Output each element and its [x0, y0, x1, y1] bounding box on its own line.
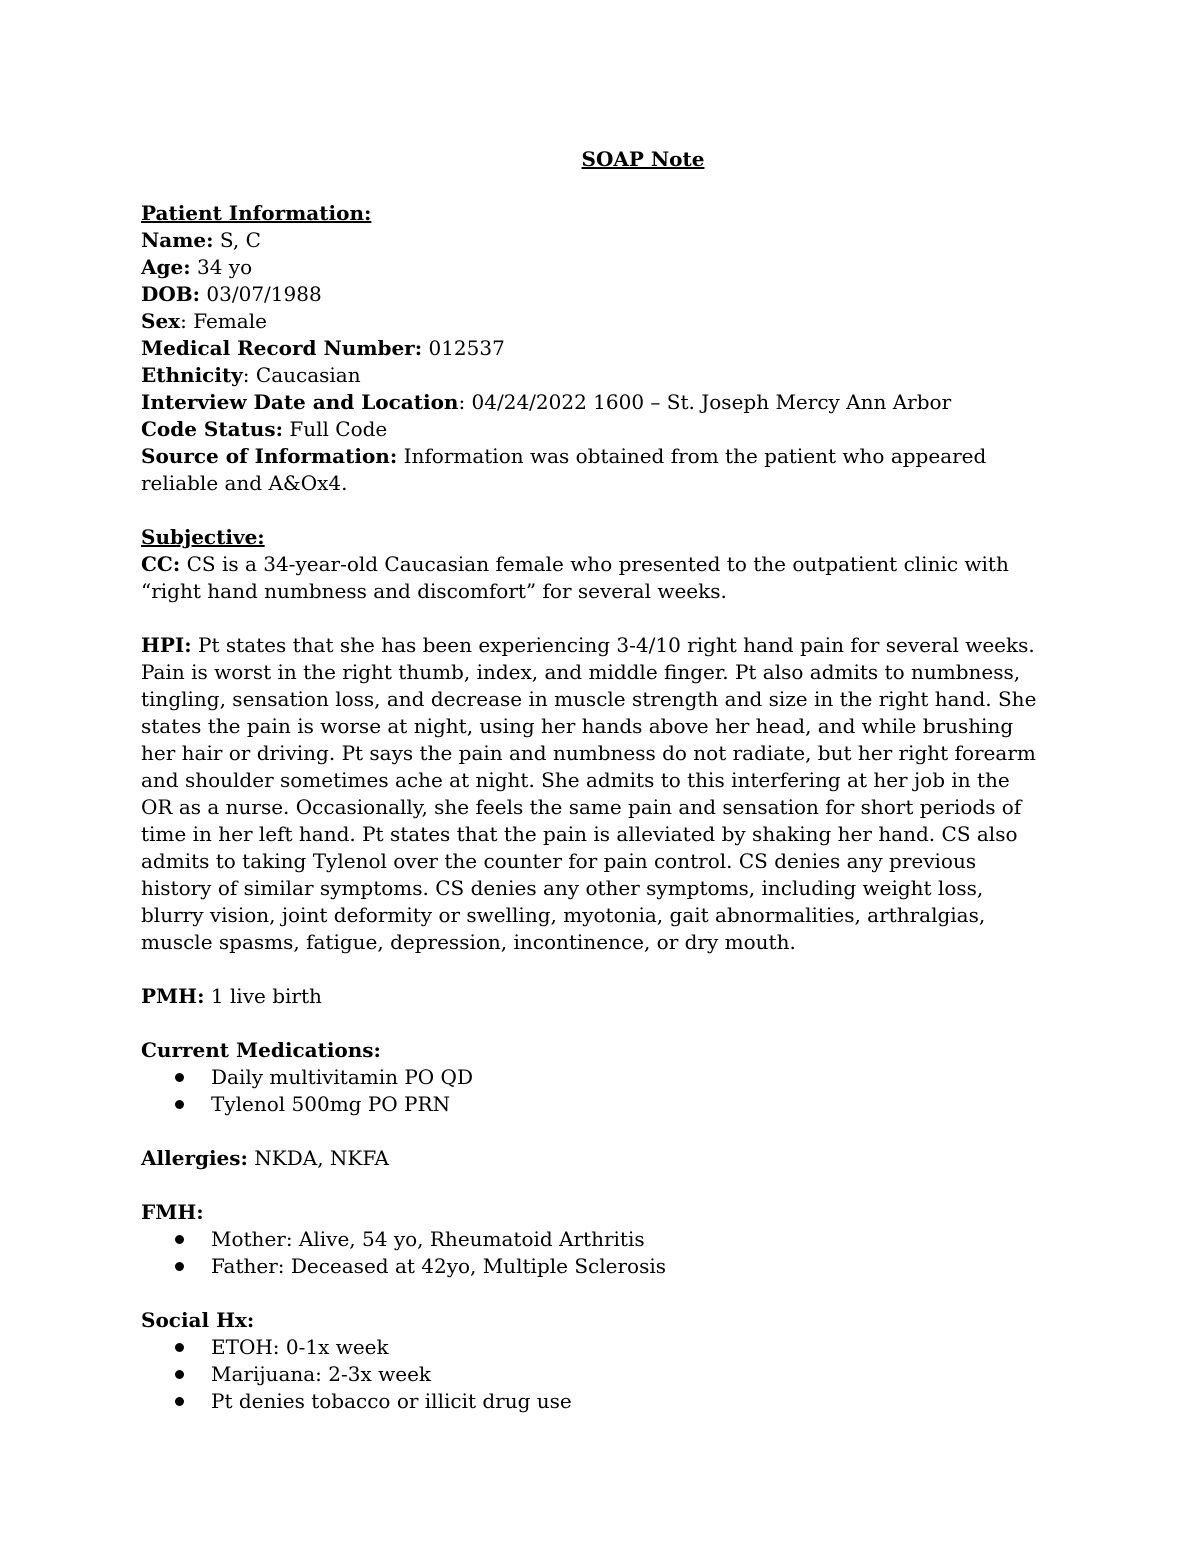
field-value: 012537 [422, 336, 505, 360]
list-item-text: Father: Deceased at 42yo, Multiple Sclerosis [211, 1254, 667, 1278]
hpi-text: Pt states that she has been experiencing 3-4/10 right hand pain for several weeks. Pain is worst in the right thumb, index, and middle finger. Pt also admits to numbness, tingling, sensation loss, and decrease in muscle strength and size in the right hand. She states the pain is worse at night, using her hands above her head, and while brushing her hair or driving. Pt says the pain and numbness do not radiate, but her right forearm and shoulder sometimes ache at night. She admits to this interfering at her job in the OR as a nurse. Occasionally, she feels the same pain and sensation for short periods of time in her left hand. Pt states that the pain is alleviated by shaking her hand. CS also admits to taking Tylenol over the counter for pain control. CS denies any previous history of similar symptoms. CS denies any other symptoms, including weight loss, blurry vision, joint deformity or swelling, myotonia, gait abnormalities, arthralgias, muscle spasms, fatigue, depression, incontinence, or dry mouth. [141, 633, 1037, 954]
list-item [141, 1388, 1041, 1415]
allergies-label: Allergies: [141, 1146, 248, 1170]
social-heading: Social Hx: [141, 1308, 255, 1332]
field-sex [141, 308, 1041, 335]
field-code-status [141, 416, 1041, 443]
field-dob [141, 281, 1041, 308]
list-item-text: Pt denies tobacco or illicit drug use [211, 1389, 572, 1413]
field-value: 34 yo [190, 255, 253, 279]
list-item [141, 1253, 1041, 1280]
medications-list [141, 1064, 1041, 1118]
field-label: Age: [141, 255, 191, 279]
field-label: DOB: [141, 282, 201, 306]
pmh-label: PMH: [141, 984, 205, 1008]
list-item [141, 1226, 1041, 1253]
field-value: : 04/24/2022 1600 – St. Joseph Mercy Ann Arbor [458, 390, 952, 414]
social-list [141, 1334, 1041, 1415]
list-item-text: Daily multivitamin PO QD [211, 1065, 473, 1089]
bullet-icon [175, 1397, 184, 1406]
field-label: Name: [141, 228, 214, 252]
field-age [141, 254, 1041, 281]
field-label: Interview Date and Location [141, 390, 459, 414]
hpi-paragraph [141, 632, 1041, 956]
spacer [141, 497, 1041, 524]
field-value: Full Code [283, 417, 388, 441]
list-item-text: ETOH: 0-1x week [211, 1335, 389, 1359]
list-item-text: Tylenol 500mg PO PRN [211, 1092, 451, 1116]
spacer [141, 956, 1041, 983]
cc-text: CS is a 34-year-old Caucasian female who presented to the outpatient clinic with “right hand numbness and discomfort” for several weeks. [141, 552, 1009, 603]
spacer [141, 1172, 1041, 1199]
allergies [141, 1145, 1041, 1172]
list-item [141, 1334, 1041, 1361]
bullet-icon [175, 1343, 184, 1352]
cc-label: CC: [141, 552, 181, 576]
field-interview [141, 389, 1041, 416]
chief-complaint [141, 551, 1041, 605]
hpi-label: HPI: [141, 633, 192, 657]
spacer [141, 1280, 1041, 1307]
field-value: S, C [213, 228, 261, 252]
field-value: Information was obtained from the patient who appeared reliable and A&Ox4. [141, 444, 987, 495]
field-value: : Caucasian [242, 363, 361, 387]
list-item [141, 1064, 1041, 1091]
spacer [141, 1010, 1041, 1037]
fmh-list [141, 1226, 1041, 1280]
list-item-text: Mother: Alive, 54 yo, Rheumatoid Arthritis [211, 1227, 645, 1251]
field-label: Sex [141, 309, 181, 333]
pmh-text: 1 live birth [204, 984, 322, 1008]
bullet-icon [175, 1370, 184, 1379]
spacer [141, 1118, 1041, 1145]
subjective-heading: Subjective: [141, 525, 265, 549]
field-source [141, 443, 1041, 497]
list-item-text: Marijuana: 2-3x week [211, 1362, 432, 1386]
field-label: Medical Record Number: [141, 336, 423, 360]
fmh-heading: FMH: [141, 1200, 204, 1224]
document-title: SOAP Note [581, 147, 705, 171]
field-value: 03/07/1988 [200, 282, 322, 306]
patient-info-heading: Patient Information: [141, 201, 372, 225]
field-mrn [141, 335, 1041, 362]
allergies-text: NKDA, NKFA [247, 1146, 389, 1170]
field-label: Source of Information: [141, 444, 398, 468]
bullet-icon [175, 1262, 184, 1271]
field-value: : Female [180, 309, 267, 333]
bullet-icon [175, 1100, 184, 1109]
field-name [141, 227, 1041, 254]
list-item [141, 1091, 1041, 1118]
spacer [141, 605, 1041, 632]
field-label: Ethnicity [141, 363, 243, 387]
pmh [141, 983, 1041, 1010]
bullet-icon [175, 1235, 184, 1244]
field-label: Code Status: [141, 417, 283, 441]
document-body [141, 146, 1041, 1415]
list-item [141, 1361, 1041, 1388]
medications-heading: Current Medications: [141, 1038, 381, 1062]
field-ethnicity [141, 362, 1041, 389]
bullet-icon [175, 1073, 184, 1082]
